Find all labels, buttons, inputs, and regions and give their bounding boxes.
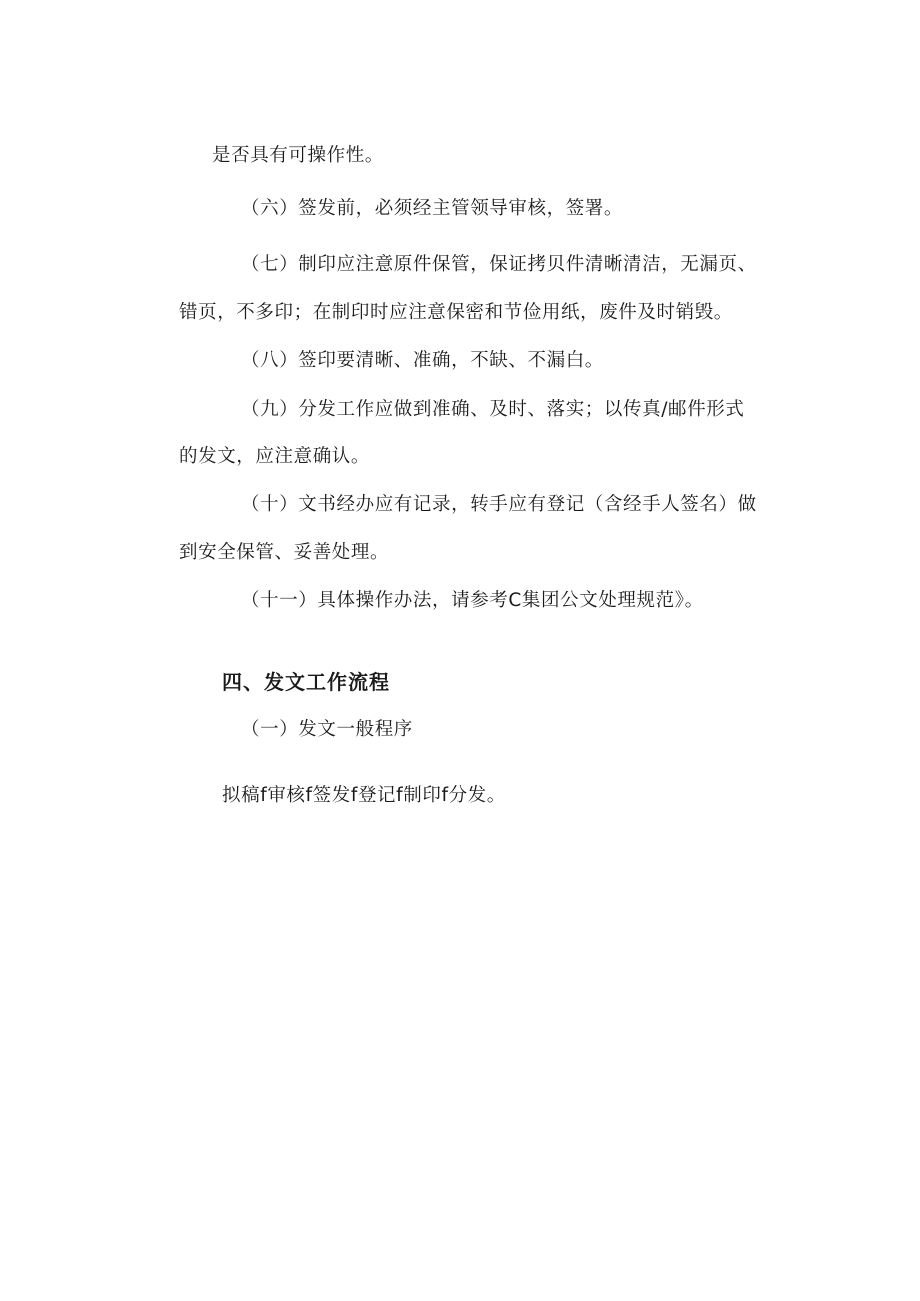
- paragraph-line: 到安全保管、妥善处理。: [179, 542, 390, 563]
- paragraph-line: （十）文书经办应有记录，转手应有登记（含经手人签名）做: [241, 494, 757, 515]
- subsection-title: （一）发文一般程序: [241, 719, 413, 740]
- paragraph-line: 错页，不多印；在制印时应注意保密和节俭用纸，废件及时销毁。: [179, 302, 733, 323]
- section-heading: 四、发文工作流程: [222, 670, 390, 694]
- paragraph-line: （十一）具体操作办法，请参考C集团公文处理规范》。: [241, 590, 704, 611]
- process-flow-text: 拟稿f审核f签发f登记f制印f分发。: [222, 785, 506, 806]
- paragraph-line: （七）制印应注意原件保管，保证拷贝件清晰清洁，无漏页、: [241, 254, 757, 275]
- paragraph-line: （六）签发前，必须经主管领导审核，签署。: [241, 198, 624, 219]
- paragraph-line: 的发文，应注意确认。: [179, 446, 371, 467]
- paragraph-line: （八）签印要清晰、准确，不缺、不漏白。: [241, 350, 604, 371]
- paragraph-line: 是否具有可操作性。: [212, 145, 384, 166]
- paragraph-line: （九）分发工作应做到准确、及时、落实；以传真/邮件形式: [241, 399, 745, 420]
